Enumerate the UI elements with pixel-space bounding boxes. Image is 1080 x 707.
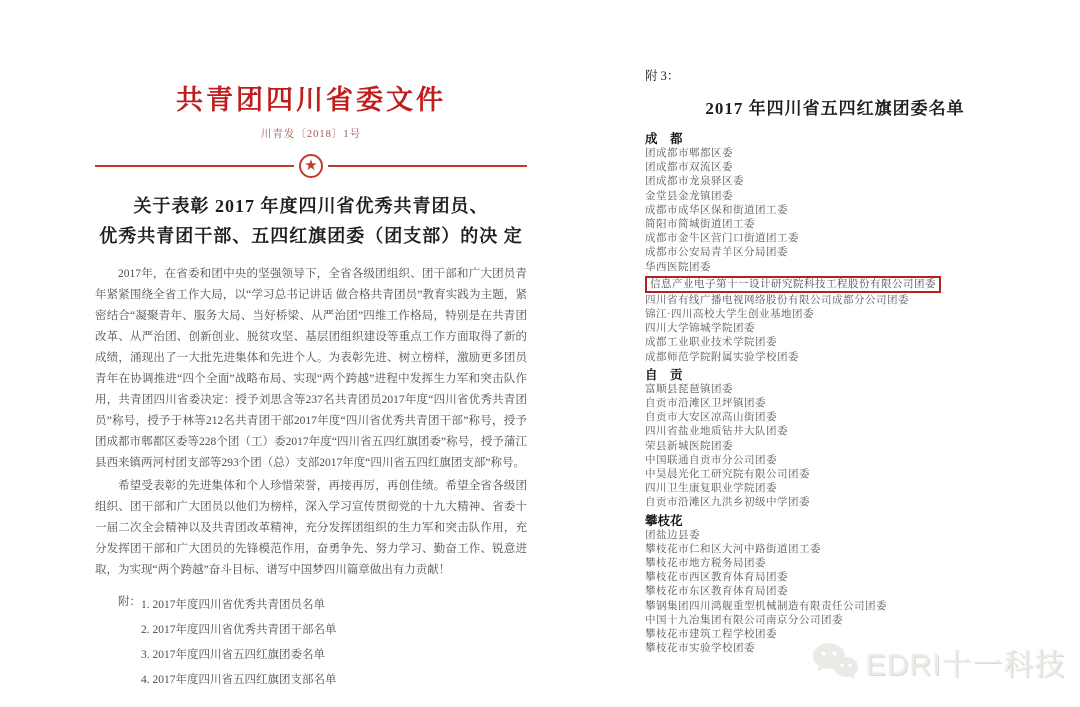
section-list [645,529,1025,657]
org-title: 共青团四川省委文件 [176,85,446,115]
section-zigong [645,367,1025,511]
list-item: 团盐边县委 [645,529,700,541]
red-divider [95,154,527,178]
list-item: 攀枝花市西区教育体育局团委 [645,572,788,584]
attachments-list [141,593,337,693]
list-item: 自贡市沿滩区九洪乡初级中学团委 [645,497,810,509]
list-item: 简阳市简城街道团工委 [645,219,755,231]
list-item: 攀枝花市建筑工程学校团委 [645,629,777,641]
section-heading: 攀枝花 [645,513,683,528]
watermark-text: EDRI十一科技 [866,649,1066,682]
list-item: 攀枝花市东区教育体育局团委 [645,586,788,598]
section-list [645,147,1025,365]
body-paragraph: 希望受表彰的先进集体和个人珍惜荣誉，再接再厉，再创佳绩。希望全省各级团组织、团干部和广大团员以他们为榜样，深入学习宣传贯彻党的十九大精神、省委十一届二次全会精神以及共青团改革精神，充分发挥团组织的生力军和突击队作用，充分发挥团干部和广大团员的先锋模范作用，奋勇争先、努力学习、勤奋工作、锐意进取，为实现“两个跨越”奋斗目标、谱写中国梦四川篇章做出有力贡献！ [95,480,527,576]
wechat-icon [812,641,858,683]
list-item: 四川省盐业地质钻井大队团委 [645,426,788,438]
document-title-line1: 关于表彰 2017 年度四川省优秀共青团员、 [133,196,489,216]
document-body [95,264,527,581]
divider-line-right [328,165,527,167]
document-title-line2: 优秀共青团干部、五四红旗团委（团支部）的决 定 [99,226,523,246]
attachment-item: 3. 2017年度四川省五四红旗团委名单 [141,649,325,661]
attachments-label: 附： [118,596,141,608]
list-item: 中国十九冶集团有限公司南京分公司团委 [645,614,843,626]
doc-number: 川青发〔2018〕1号 [260,129,362,140]
right-appendix-page [645,66,1025,657]
appendix-label: 附 3： [645,69,680,83]
list-item: 华西医院团委 [645,261,711,273]
list-item: 成都市金牛区营门口街道团工委 [645,233,799,245]
list-item: 自贡市沿滩区卫坪镇团委 [645,398,766,410]
list-item: 四川省有线广播电视网络股份有限公司成都分公司团委 [645,294,909,306]
attachment-item: 1. 2017年度四川省优秀共青团员名单 [141,599,325,611]
list-item: 荣县新城医院团委 [645,440,733,452]
divider-line-left [95,165,294,167]
appendix-title: 2017 年四川省五四红旗团委名单 [705,99,965,118]
list-item: 成都市公安局青羊区分局团委 [645,247,788,259]
attachment-item: 4. 2017年度四川省五四红旗团支部名单 [141,674,337,686]
list-item: 攀枝花市仁和区大河中路街道团工委 [645,543,821,555]
list-item: 锦江·四川高校大学生创业基地团委 [645,309,814,321]
list-item: 成都市成华区保和街道团工委 [645,204,788,216]
list-item: 团成都市郫都区委 [645,148,733,159]
list-item: 攀枝花市实验学校团委 [645,643,755,655]
attachments-block [95,593,527,693]
list-item: 攀枝花市地方税务局团委 [645,558,766,570]
list-item: 中国联通自贡市分公司团委 [645,454,777,466]
section-chengdu [645,131,1025,365]
watermark [812,640,1066,684]
section-heading: 成 都 [645,132,683,146]
section-panzhihua [645,513,1025,657]
section-heading: 自 贡 [645,367,683,382]
body-paragraph: 2017年，在省委和团中央的坚强领导下，全省各级团组织、团干部和广大团员青年紧紧围绕全省工作大局，以“学习总书记讲话 做合格共青团员”教育实践为主题，紧密结合“凝聚青年、服务大局、当好桥梁、从严治团”四维工作格局，特别是在共青团改革、从严治团、创新创业、脱贫攻坚、基层团组织建设等重点工作方面取得了新的成绩，涌现出了一大批先进集体和先进个人。为表彰先进、树立榜样，激励更多团员青年在协调推进“四个全面”战略布局、实现“两个跨越”进程中发挥生力军和突击队作用，共青团四川省委决定：授予刘思含等237名共青团员2017年度“四川省优秀共青团员”称号，授予于林等212名共青团干部2017年度“四川省优秀共青团干部”称号，授予团成都市郫都区委等228个团（工）委2017年度“四川省五四红旗团委”称号，授予蒲江县西来镇两河村团支部等293个团（总）支部2017年度“四川省五四红旗团支部”称号。 [95,268,527,469]
list-item: 自贡市大安区凉高山街团委 [645,412,777,424]
list-item: 富顺县琵琶镇团委 [645,383,733,395]
left-document-page [95,78,527,693]
list-item: 四川大学锦城学院团委 [645,323,755,335]
list-item: 团成都市双流区委 [645,162,733,174]
list-item: 金堂县金龙镇团委 [645,190,733,202]
list-item: 成都师范学院附属实验学校团委 [645,351,799,363]
document-title [95,191,527,251]
list-item: 四川卫生康复职业学院团委 [645,483,777,495]
star-icon: ★ [299,154,323,178]
section-list [645,383,1025,511]
list-item: 成都工业职业技术学院团委 [645,337,777,349]
list-item: 信息产业电子第十一设计研究院科技工程股份有限公司团委 [645,276,941,293]
appendix-sections [645,131,1025,657]
list-item: 团成都市龙泉驿区委 [645,176,744,188]
attachment-item: 2. 2017年度四川省优秀共青团干部名单 [141,624,337,636]
list-item: 攀钢集团四川鸿舰重型机械制造有限责任公司团委 [645,600,887,612]
list-item: 中昊晨光化工研究院有限公司团委 [645,469,810,481]
